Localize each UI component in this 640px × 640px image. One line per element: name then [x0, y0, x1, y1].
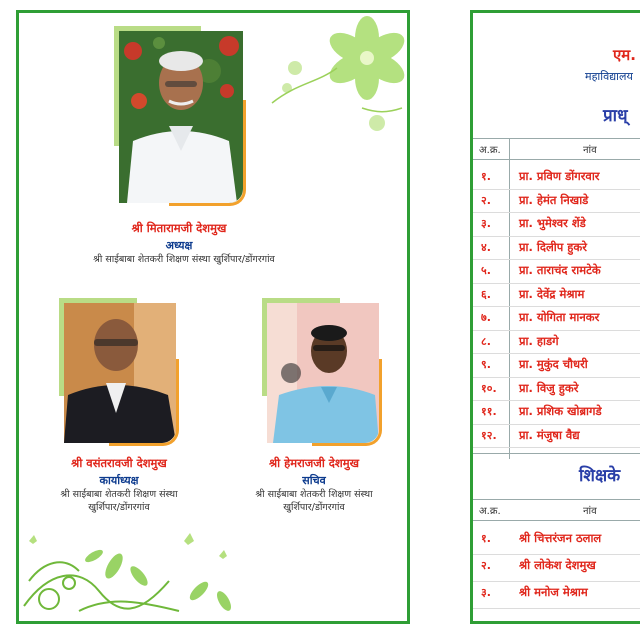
working-president-role: कार्याध्यक्ष: [99, 474, 139, 487]
staff-col-name-header: नांव: [583, 506, 597, 517]
working-president-photo: [64, 303, 176, 443]
president-name: श्री मितारामजी देशमुख: [131, 221, 227, 235]
list-row: [473, 377, 640, 402]
president-photo: [119, 31, 243, 203]
secretary-role: सचिव: [302, 474, 326, 487]
list-row: [473, 212, 640, 237]
floral-decoration-bottom: [19, 521, 269, 621]
president-photo-frame: [119, 31, 243, 203]
row-number: ३.: [481, 586, 491, 599]
row-number: १.: [481, 170, 491, 183]
professors-table-header: [473, 138, 640, 160]
row-number: ७.: [481, 311, 491, 324]
row-name: प्रा. प्रविण डोंगरवार: [519, 169, 600, 183]
row-number: ५.: [481, 264, 491, 277]
row-name: प्रा. विजु हुकरे: [519, 380, 579, 395]
row-name: प्रा. मुकुंद चौधरी: [519, 357, 588, 371]
working-president-name: श्री वसंतरावजी देशमुख: [71, 456, 167, 470]
president-org: श्री साईबाबा शेतकरी शिक्षण संस्था खुर्शिपार/डोंगरगांव: [93, 254, 275, 265]
row-number: ११.: [481, 405, 497, 418]
staff-col-number-header: अ.क्र.: [479, 506, 501, 517]
row-name: श्री लोकेश देशमुख: [519, 558, 596, 572]
list-row: [473, 581, 640, 609]
row-name: प्रा. भुमेश्वर शेंडे: [519, 216, 586, 230]
row-number: ४.: [481, 240, 491, 254]
row-name: श्री चित्तरंजन ठलाल: [519, 531, 602, 545]
secretary-name: श्री हेमराजजी देशमुख: [268, 456, 360, 470]
row-number: ६.: [481, 287, 491, 301]
row-name: प्रा. मंजुषा वैद्य: [519, 427, 580, 442]
list-row: [473, 554, 640, 582]
staff-section-rule: [473, 453, 640, 454]
col-number-header: अ.क्र.: [479, 145, 501, 156]
row-name: प्रा. ताराचंद रामटेके: [519, 263, 601, 277]
institution-heading: एम.: [613, 46, 636, 64]
row-number: १२.: [481, 428, 497, 442]
list-row: [473, 259, 640, 284]
row-name: प्रा. प्रशिक खोब्रागडे: [519, 404, 602, 418]
list-row: [473, 165, 640, 190]
list-row: [473, 527, 640, 555]
row-name: प्रा. योगिता मानकर: [519, 310, 600, 324]
row-name: प्रा. दिलीप हुकरे: [519, 239, 587, 254]
right-page: [470, 10, 640, 624]
secretary-org-line2: खुर्शिपार/डोंगरगांव: [283, 502, 345, 513]
list-row: [473, 306, 640, 331]
list-row: [473, 283, 640, 308]
working-president-org-line2: खुर्शिपार/डोंगरगांव: [88, 502, 150, 513]
list-row: [473, 400, 640, 425]
row-name: प्रा. देवेंद्र मेश्राम: [519, 286, 585, 301]
secretary-photo: [267, 303, 379, 443]
row-name: श्री मनोज मेश्राम: [519, 585, 588, 599]
working-president-org-line1: श्री साईबाबा शेतकरी शिक्षण संस्था: [60, 489, 178, 500]
row-number: ८.: [481, 334, 491, 348]
row-number: १.: [481, 532, 491, 545]
staff-table-header: [473, 499, 640, 521]
col-name-header: नांव: [583, 145, 597, 156]
row-name: प्रा. हेमंत निखाडे: [519, 192, 589, 207]
list-row: [473, 189, 640, 214]
row-number: ९.: [481, 358, 491, 371]
left-page: [16, 10, 410, 624]
secretary-photo-frame: [267, 303, 379, 443]
flower-decoration-top: [267, 13, 407, 143]
list-row: [473, 353, 640, 378]
row-number: २.: [481, 559, 491, 572]
secretary-org-line1: श्री साईबाबा शेतकरी शिक्षण संस्था: [255, 489, 373, 500]
row-name: प्रा. हाडगे: [519, 333, 559, 348]
working-president-photo-frame: [64, 303, 176, 443]
row-number: २.: [481, 193, 491, 207]
list-row: [473, 424, 640, 449]
row-number: १०.: [481, 381, 497, 395]
staff-section-title: शिक्षके: [579, 466, 621, 486]
institution-subheading: महाविद्यालय: [585, 70, 633, 83]
professors-section-title: प्राध्: [603, 106, 628, 126]
list-row: [473, 236, 640, 261]
list-row: [473, 330, 640, 355]
row-number: ३.: [481, 217, 491, 230]
president-role: अध्यक्ष: [165, 239, 193, 252]
